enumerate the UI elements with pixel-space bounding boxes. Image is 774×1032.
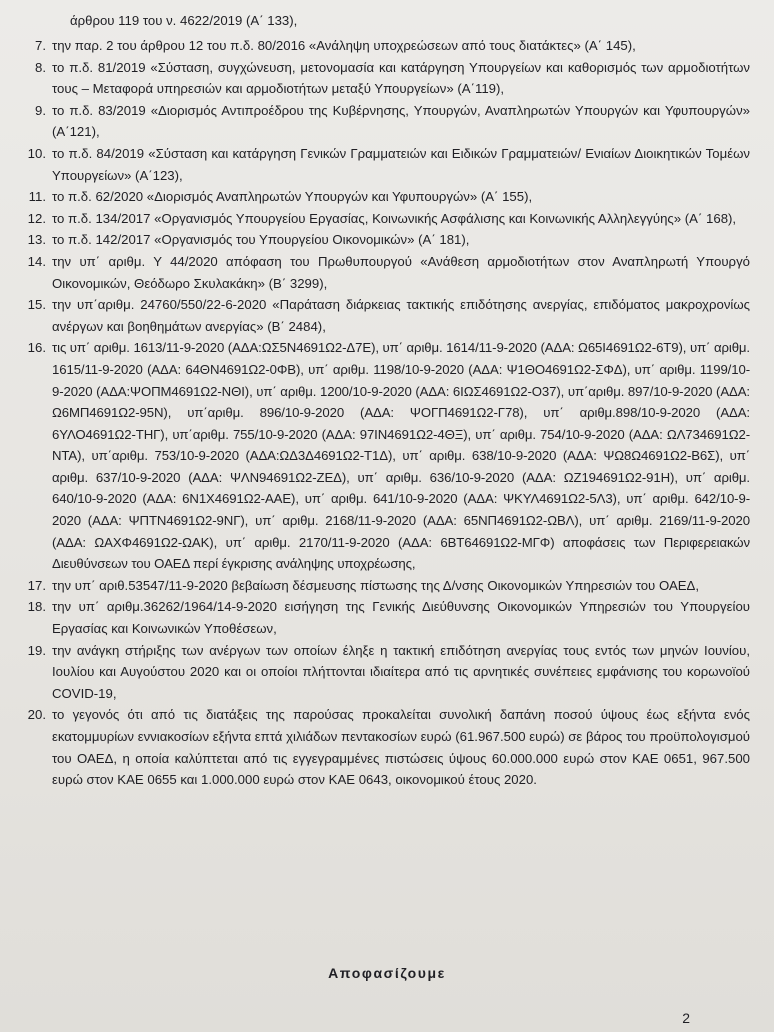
continuation-line: άρθρου 119 του ν. 4622/2019 (Α΄ 133), [70,13,298,28]
considerations-list [18,35,758,791]
item-number: 18. [27,599,46,615]
item-text: την υπ΄αριθμ. 24760/550/22-6-2020 «Παράταση διάρκειας τακτικής επιδότησης ανεργίας, επιδόματος μακροχρονίως ανέργων και βοηθημάτων ανεργίας» (Β΄ 2484), [52,297,750,334]
item-text: το π.δ. 134/2017 «Οργανισμός Υπουργείου Εργασίας, Κοινωνικής Ασφάλισης και Κοινωνικής Αλληλεγγύης» (Α΄ 168), [52,210,737,226]
list-item [18,337,758,575]
item-number: 10. [27,145,46,161]
list-item [18,35,758,57]
decision-heading: Αποφασίζουμε [328,965,446,981]
item-number: 13. [27,232,46,248]
item-text: το π.δ. 62/2020 «Διορισμός Αναπληρωτών Υπουργών και Υφυπουργών» (Α΄ 155), [52,189,533,205]
item-number: 20. [27,707,46,723]
item-text: το π.δ. 84/2019 «Σύσταση και κατάργηση Γενικών Γραμματειών και Ειδικών Γραμματειών/ Ενιαίων Διοικητικών Τομέων Υπουργείων» (Α΄123), [52,145,750,183]
list-item [18,100,758,143]
page-number: 2 [682,1010,690,1026]
list-item [18,704,758,790]
item-number: 7. [35,38,46,53]
list-item [18,186,758,208]
list-item [18,596,758,639]
list-item [18,575,758,597]
item-text: την παρ. 2 του άρθρου 12 του π.δ. 80/2016 «Ανάληψη υποχρεώσεων από τους διατάκτες» (Α΄ 145), [52,38,636,53]
item-number: 8. [35,59,46,75]
item-text: την ανάγκη στήριξης των ανέργων των οποίων έληξε η τακτική επιδότηση ανεργίας τους εντός των μηνών Ιουνίου, Ιουλίου και Αυγούστου 2020 και οι οποίοι πλήττονται ιδιαίτερα από τις αρνητικές συνέπειες εμφάνισης του κορωνοϊού COVID-19, [52,642,750,701]
item-text: το π.δ. 81/2019 «Σύσταση, συγχώνευση, μετονομασία και κατάργηση Υπουργείων και καθορισμός των αρμοδιοτήτων τους – Μεταφορά υπηρεσιών και αρμοδιοτήτων μεταξύ Υπουργείων» (Α΄119), [52,59,750,97]
item-number: 11. [28,189,46,205]
item-text: την υπ΄ αριθμ.36262/1964/14-9-2020 εισήγηση της Γενικής Διεύθυνσης Οικονομικών Υπηρεσιών του Υπουργείου Εργασίας και Κοινωνικών Υποθέσεων, [52,599,750,637]
item-number: 14. [27,253,46,269]
item-text: την υπ΄ αριθ.53547/11-9-2020 βεβαίωση δέσμευσης πίστωσης της Δ/νσης Οικονομικών Υπηρεσιών του ΟΑΕΔ, [52,577,700,593]
item-number: 15. [27,297,46,313]
list-item [18,640,758,705]
list-item [18,57,758,100]
item-number: 12. [27,210,46,226]
item-number: 19. [27,642,46,658]
list-item [18,143,758,186]
list-item [18,229,758,251]
item-text: την υπ΄ αριθμ. Υ 44/2020 απόφαση του Πρωθυπουργού «Ανάθεση αρμοδιοτήτων στον Αναπληρωτή Υπουργό Οικονομικών, Θεόδωρο Σκυλακάκη» (Β΄ 3299), [52,253,750,291]
item-number: 17. [27,577,46,593]
list-item [18,208,758,230]
list-item [18,251,758,294]
item-text: το π.δ. 83/2019 «Διορισμός Αντιπροέδρου της Κυβέρνησης, Υπουργών, Αναπληρωτών Υπουργών και Υφυπουργών» (Α΄121), [52,102,750,140]
item-text: τις υπ΄ αριθμ. 1613/11-9-2020 (ΑΔΑ:ΩΣ5Ν4691Ω2-Δ7Ε), υπ΄ αριθμ. 1614/11-9-2020 (ΑΔΑ: Ω65Ι4691Ω2-6Τ9), υπ΄ αριθμ. 1615/11-9-2020 (ΑΔΑ: 64ΘΝ4691Ω2-0ΦΒ), υπ΄ αριθμ. 1198/10-9-2020 (ΑΔΑ: Ψ1ΘΟ4691Ω2-ΣΦΔ), υπ΄ αριθμ. 1199/10-9-2020 (ΑΔΑ:ΨΟΠΜ4691Ω2-ΝΘΙ), υπ΄ αριθμ. 1200/10-9-2020 (ΑΔΑ: 6ΙΩΣ4691Ω2-Ο37), υπ΄αριθμ. 897/10-9-2020 (ΑΔΑ: Ω6ΜΠ4691Ω2-95Ν), υπ΄αριθμ. 896/10-9-2020 (ΑΔΑ: ΨΟΓΠ4691Ω2-Γ78), υπ΄ αριθμ.898/10-9-2020 (ΑΔΑ: 6ΥΛΟ4691Ω2-ΤΗΓ), υπ΄αριθμ. 755/10-9-2020 (ΑΔΑ: 97ΙΝ4691Ω2-4ΘΞ), υπ΄ αριθμ. 754/10-9-2020 (ΑΔΑ: ΩΛ734691Ω2-ΝΤΑ), υπ΄αριθμ. 753/10-9-2020 (ΑΔΑ:ΩΔ3Δ4691Ω2-Τ1Δ), υπ΄ αριθμ. 638/10-9-2020 (ΑΔΑ: ΨΩ8Ω4691Ω2-Β6Σ), υπ΄ αριθμ. 637/10-9-2020 (ΑΔΑ: ΨΛΝ94691Ω2-ΖΕΔ), υπ΄ αριθμ. 636/10-9-2020 (ΑΔΑ: ΩΖ194691Ω2-91Η), υπ΄ αριθμ. 640/10-9-2020 (ΑΔΑ: 6Ν1Χ4691Ω2-ΑΑΕ), υπ΄ αριθμ. 641/10-9-2020 (ΑΔΑ: ΨΚΥΛ4691Ω2-5Λ3), υπ΄ αριθμ. 642/10-9-2020 (ΑΔΑ: ΨΠΤΝ4691Ω2-9ΝΓ), υπ΄ αριθμ. 2168/11-9-2020 (ΑΔΑ: 65ΝΠ4691Ω2-ΩΒΛ), υπ΄ αριθμ. 2169/11-9-2020 (ΑΔΑ: ΩΑΧΦ4691Ω2-ΩΑΚ), υπ΄ αριθμ. 2170/11-9-2020 (ΑΔΑ: 6ΒΤ64691Ω2-ΜΓΦ) αποφάσεις των Περιφερειακών Διευθύνσεων του ΟΑΕΔ περί έγκρισης ανάληψης υποχρέωσης, [52,340,750,572]
item-text: το γεγονός ότι από τις διατάξεις της παρούσας προκαλείται συνολική δαπάνη ποσού ύψους έως εξήντα ενός εκατομμυρίων εννιακοσίων εξήντα επτά χιλιάδων πεντακοσίων ευρώ (61.967.500 ευρώ) σε βάρος του προϋπολογισμού του ΟΑΕΔ, η οποία καλύπτεται από τις εγγεγραμμένες πιστώσεις ύψους 60.000.000 ευρώ στον ΚΑΕ 0651, 967.500 ευρώ στον ΚΑΕ 0655 και 1.000.000 ευρώ στον ΚΑΕ 0643, οικονομικού έτους 2020. [52,707,750,788]
item-number: 9. [35,102,46,118]
item-number: 16. [27,340,46,356]
item-text: το π.δ. 142/2017 «Οργανισμός του Υπουργείου Οικονομικών» (Α΄ 181), [52,232,470,248]
list-item [18,294,758,337]
